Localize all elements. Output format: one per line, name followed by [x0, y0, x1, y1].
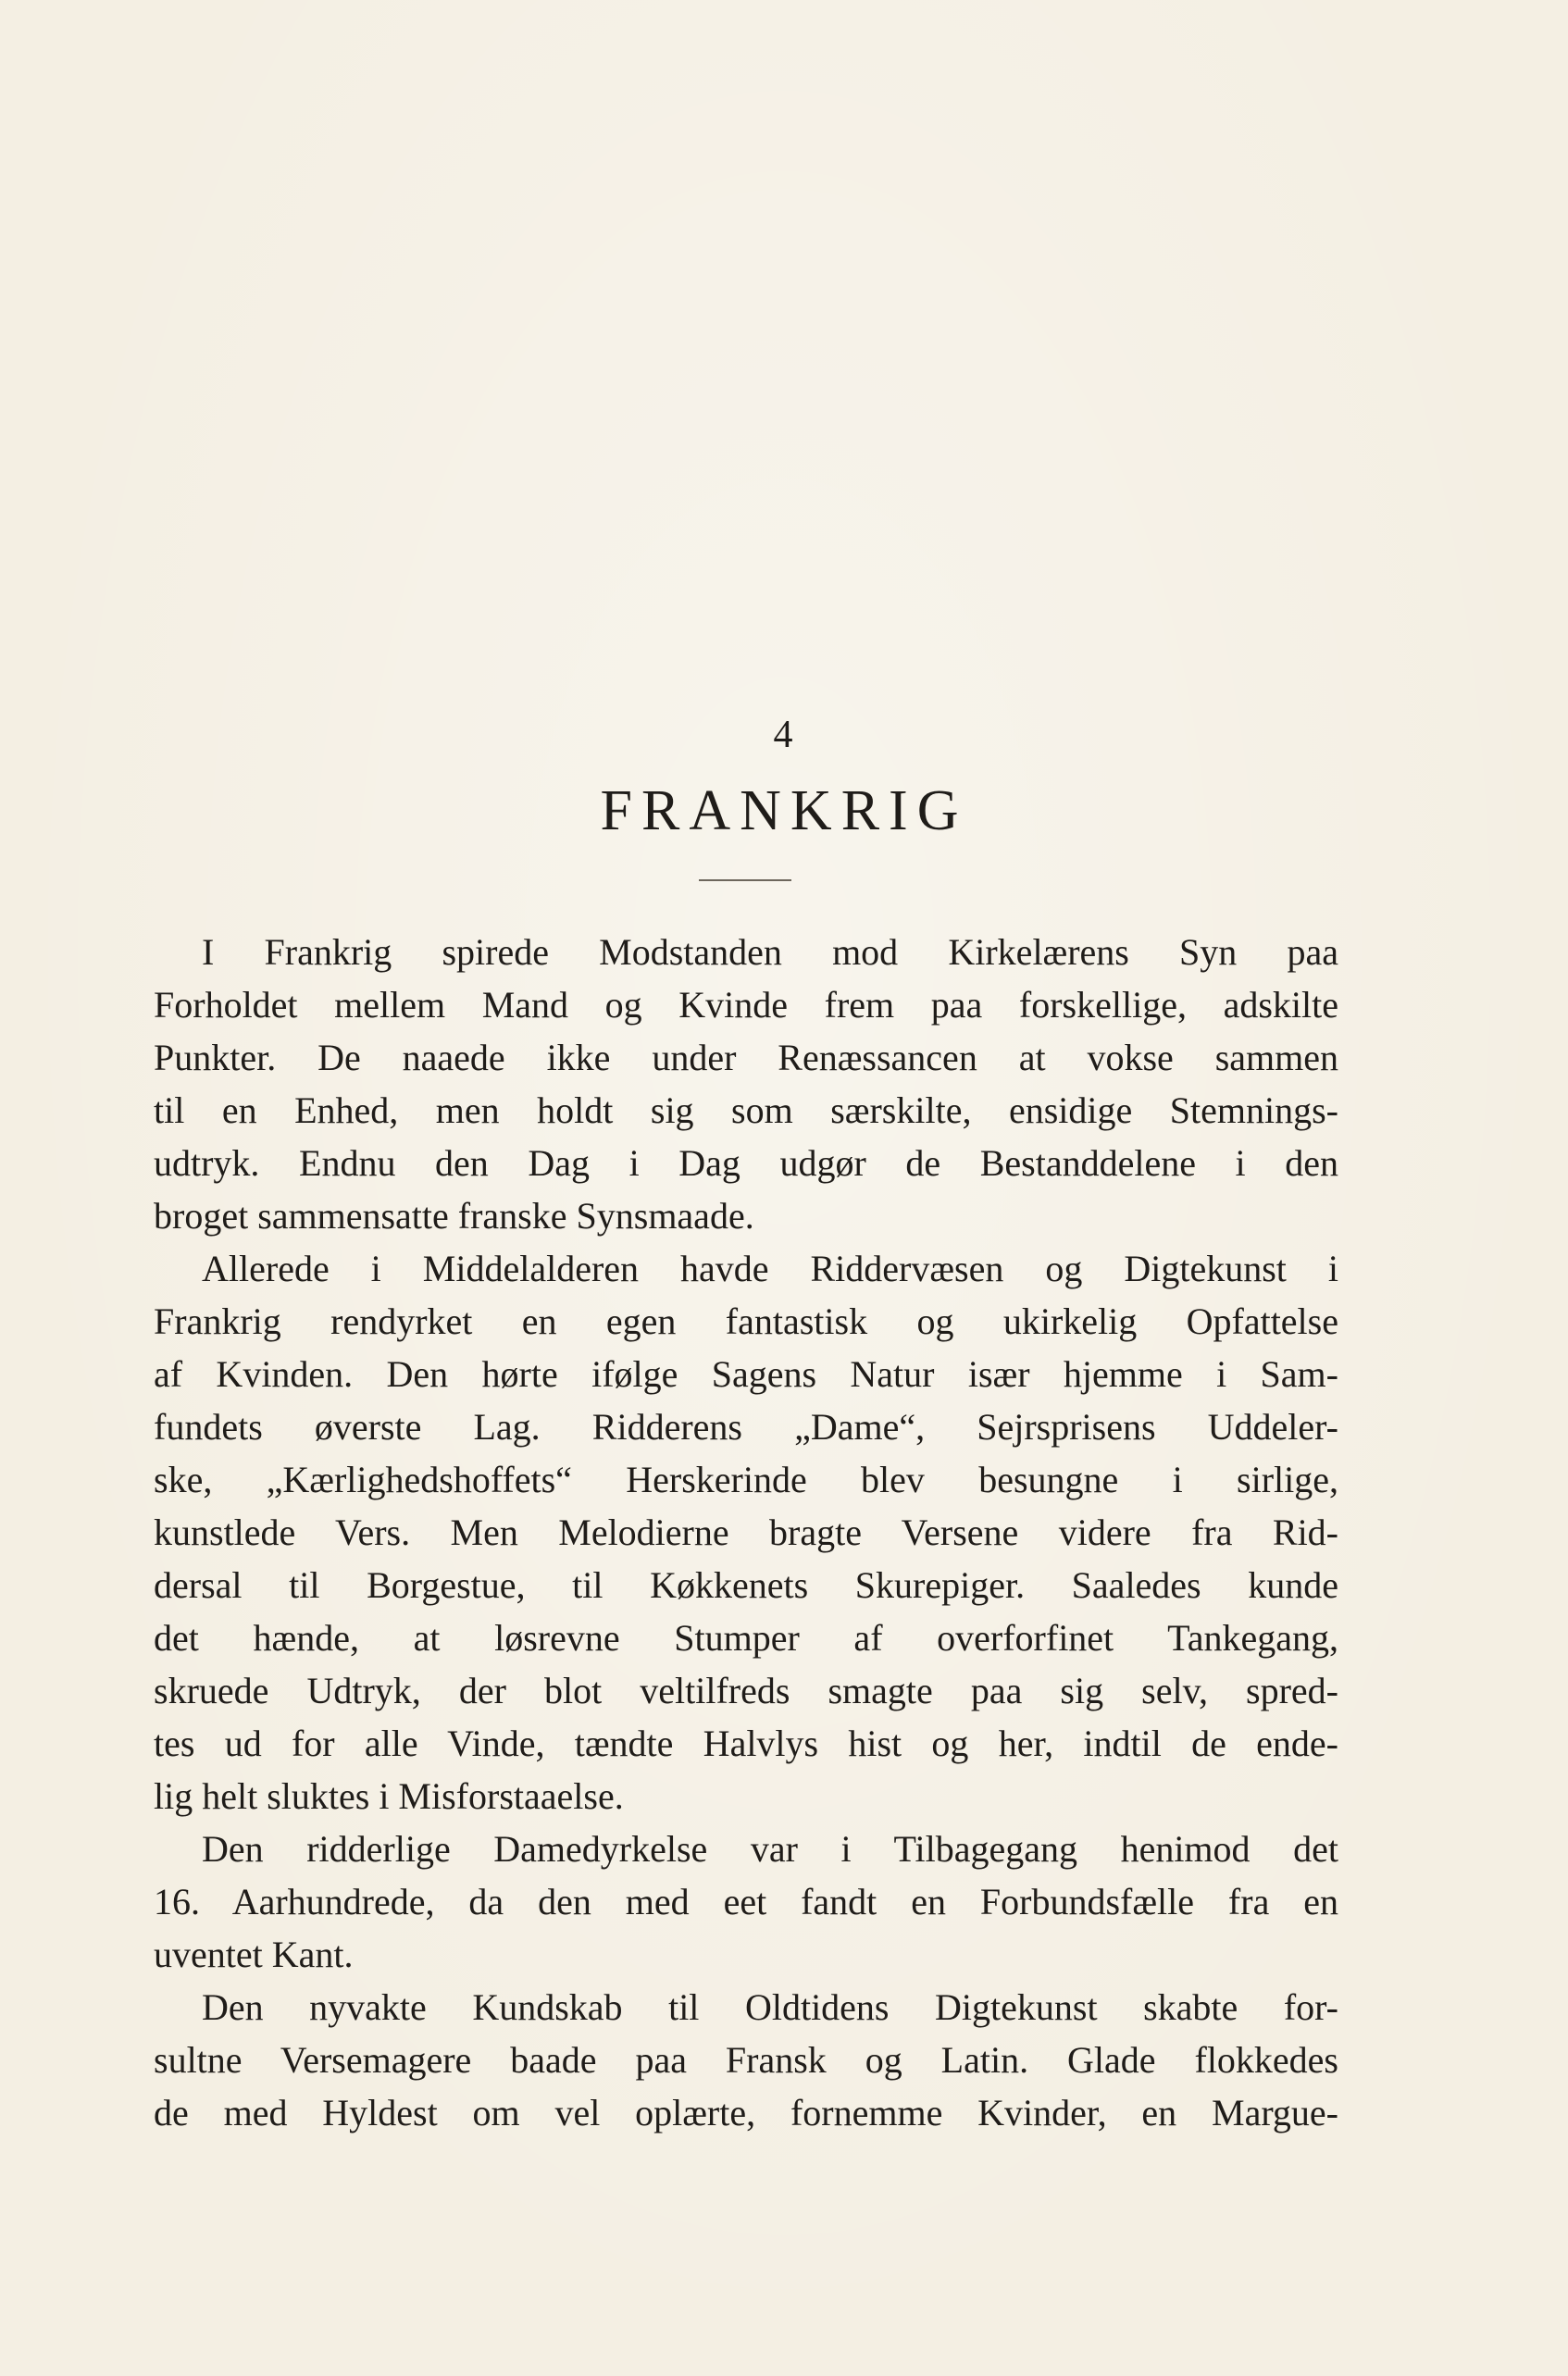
paragraph: [154, 926, 1338, 1242]
text-line: af Kvinden. Den hørte ifølge Sagens Natur især hjemme i Sam-: [154, 1353, 1338, 1395]
chapter-number: 4: [773, 714, 795, 756]
text-line: Punkter. De naaede ikke under Renæssancen at vokse sammen: [154, 1037, 1338, 1078]
text-line: tes ud for alle Vinde, tændte Halvlys hist og her, indtil de ende-: [154, 1723, 1338, 1764]
text-line: sultne Versemagere baade paa Fransk og Latin. Glade flokkedes: [154, 2039, 1338, 2081]
body-text: [154, 926, 1338, 2139]
text-line: Forholdet mellem Mand og Kvinde frem paa forskellige, adskilte: [154, 984, 1338, 1026]
text-line: de med Hyldest om vel oplærte, fornemme Kvinder, en Margue-: [154, 2092, 1338, 2133]
text-line: uventet Kant.: [154, 1934, 354, 1975]
text-line: dersal til Borgestue, til Køkkenets Skurepiger. Saaledes kunde: [154, 1564, 1338, 1606]
text-line: lig helt sluktes i Misforstaaelse.: [154, 1775, 624, 1817]
paragraph: [154, 1822, 1338, 1981]
text-line: udtryk. Endnu den Dag i Dag udgør de Bestanddelene i den: [154, 1142, 1338, 1184]
paragraph: [154, 1981, 1338, 2139]
text-line: fundets øverste Lag. Ridderens „Dame“, Sejrsprisens Uddeler-: [154, 1406, 1338, 1448]
text-line: til en Enhed, men holdt sig som særskilte, ensidige Stemnings-: [154, 1089, 1338, 1131]
text-line: Allerede i Middelalderen havde Riddervæsen og Digtekunst i: [202, 1248, 1338, 1289]
chapter-title: FRANKRIG: [600, 779, 968, 842]
text-line: broget sammensatte franske Synsmaade.: [154, 1195, 754, 1237]
text-line: Den nyvakte Kundskab til Oldtidens Digtekunst skabte for-: [202, 1986, 1338, 2028]
text-line: Frankrig rendyrket en egen fantastisk og ukirkelig Opfattelse: [154, 1300, 1338, 1342]
text-line: I Frankrig spirede Modstanden mod Kirkelærens Syn paa: [202, 931, 1338, 973]
text-line: ske, „Kærlighedshoffets“ Herskerinde blev besungne i sirlige,: [154, 1459, 1338, 1500]
text-line: 16. Aarhundrede, da den med eet fandt en Forbundsfælle fra en: [154, 1881, 1338, 1922]
text-line: skruede Udtryk, der blot veltilfreds smagte paa sig selv, spred-: [154, 1670, 1338, 1711]
text-line: det hænde, at løsrevne Stumper af overforfinet Tankegang,: [154, 1617, 1338, 1659]
text-line: kunstlede Vers. Men Melodierne bragte Versene videre fra Rid-: [154, 1511, 1338, 1553]
title-divider: [699, 879, 791, 881]
paragraph: [154, 1242, 1338, 1822]
text-line: Den ridderlige Damedyrkelse var i Tilbagegang henimod det: [202, 1828, 1338, 1870]
